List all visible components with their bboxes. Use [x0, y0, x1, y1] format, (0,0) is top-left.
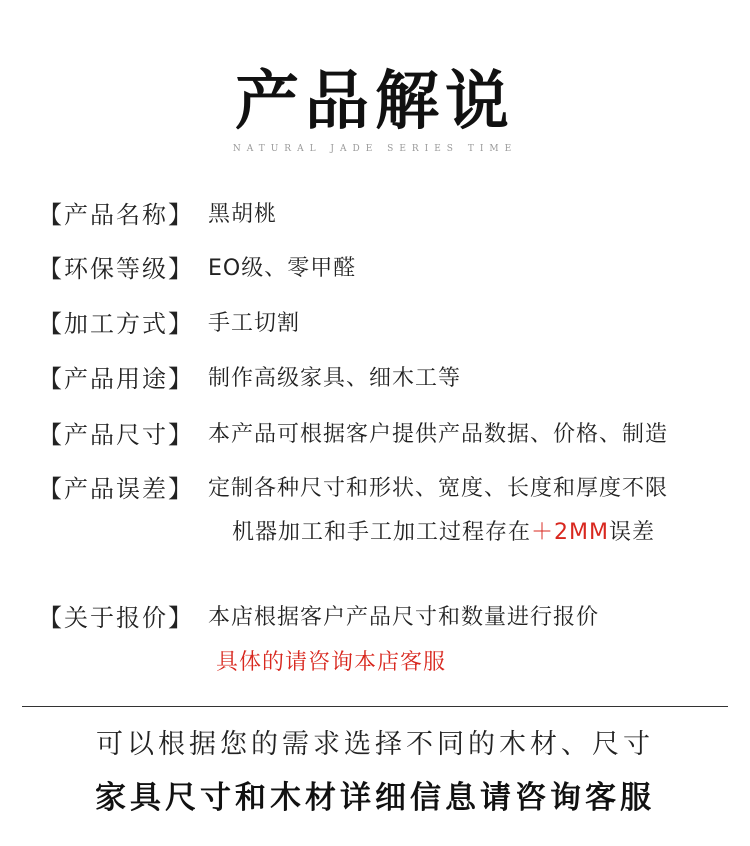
divider	[22, 706, 728, 707]
spec-row-processing	[38, 303, 300, 339]
spec-value: 定制各种尺寸和形状、宽度、长度和厚度不限	[208, 475, 669, 501]
spec-row-tolerance	[38, 468, 668, 504]
pricing-note: 具体的请咨询本店客服	[216, 649, 447, 675]
spec-row-eco-grade	[38, 248, 356, 284]
pricing-value: 本店根据客户产品尺寸和数量进行报价	[208, 604, 600, 630]
spec-value: 手工切割	[208, 310, 301, 336]
spec-row-size	[38, 414, 668, 450]
pricing-row	[38, 597, 599, 633]
footer-line-2: 家具尺寸和木材详细信息请咨询客服	[95, 780, 655, 816]
tolerance-text: 机器加工和手工加工过程存在	[232, 519, 532, 545]
spec-row-name	[38, 194, 277, 230]
page-title: 产品解说	[235, 64, 515, 139]
tolerance-highlight: ＋2MM	[531, 519, 609, 545]
page-subtitle: NATURAL JADE SERIES TIME	[232, 144, 518, 154]
spec-label: 【产品尺寸】	[38, 420, 194, 449]
footer-line-1: 可以根据您的需求选择不同的木材、尺寸	[96, 729, 654, 760]
pricing-label: 【关于报价】	[38, 603, 194, 632]
spec-value: 本产品可根据客户提供产品数据、价格、制造	[208, 421, 669, 447]
spec-value: 制作高级家具、细木工等	[208, 365, 462, 391]
spec-label: 【产品名称】	[38, 200, 194, 229]
spec-label: 【产品用途】	[38, 364, 194, 393]
spec-label: 【环保等级】	[38, 254, 194, 283]
tolerance-continuation	[232, 512, 655, 548]
spec-value: 黑胡桃	[208, 201, 278, 227]
spec-value: EO级、零甲醛	[208, 255, 357, 281]
spec-label: 【产品误差】	[38, 474, 194, 503]
spec-row-usage	[38, 358, 461, 394]
spec-label: 【加工方式】	[38, 309, 194, 338]
tolerance-suffix: 误差	[608, 519, 655, 545]
